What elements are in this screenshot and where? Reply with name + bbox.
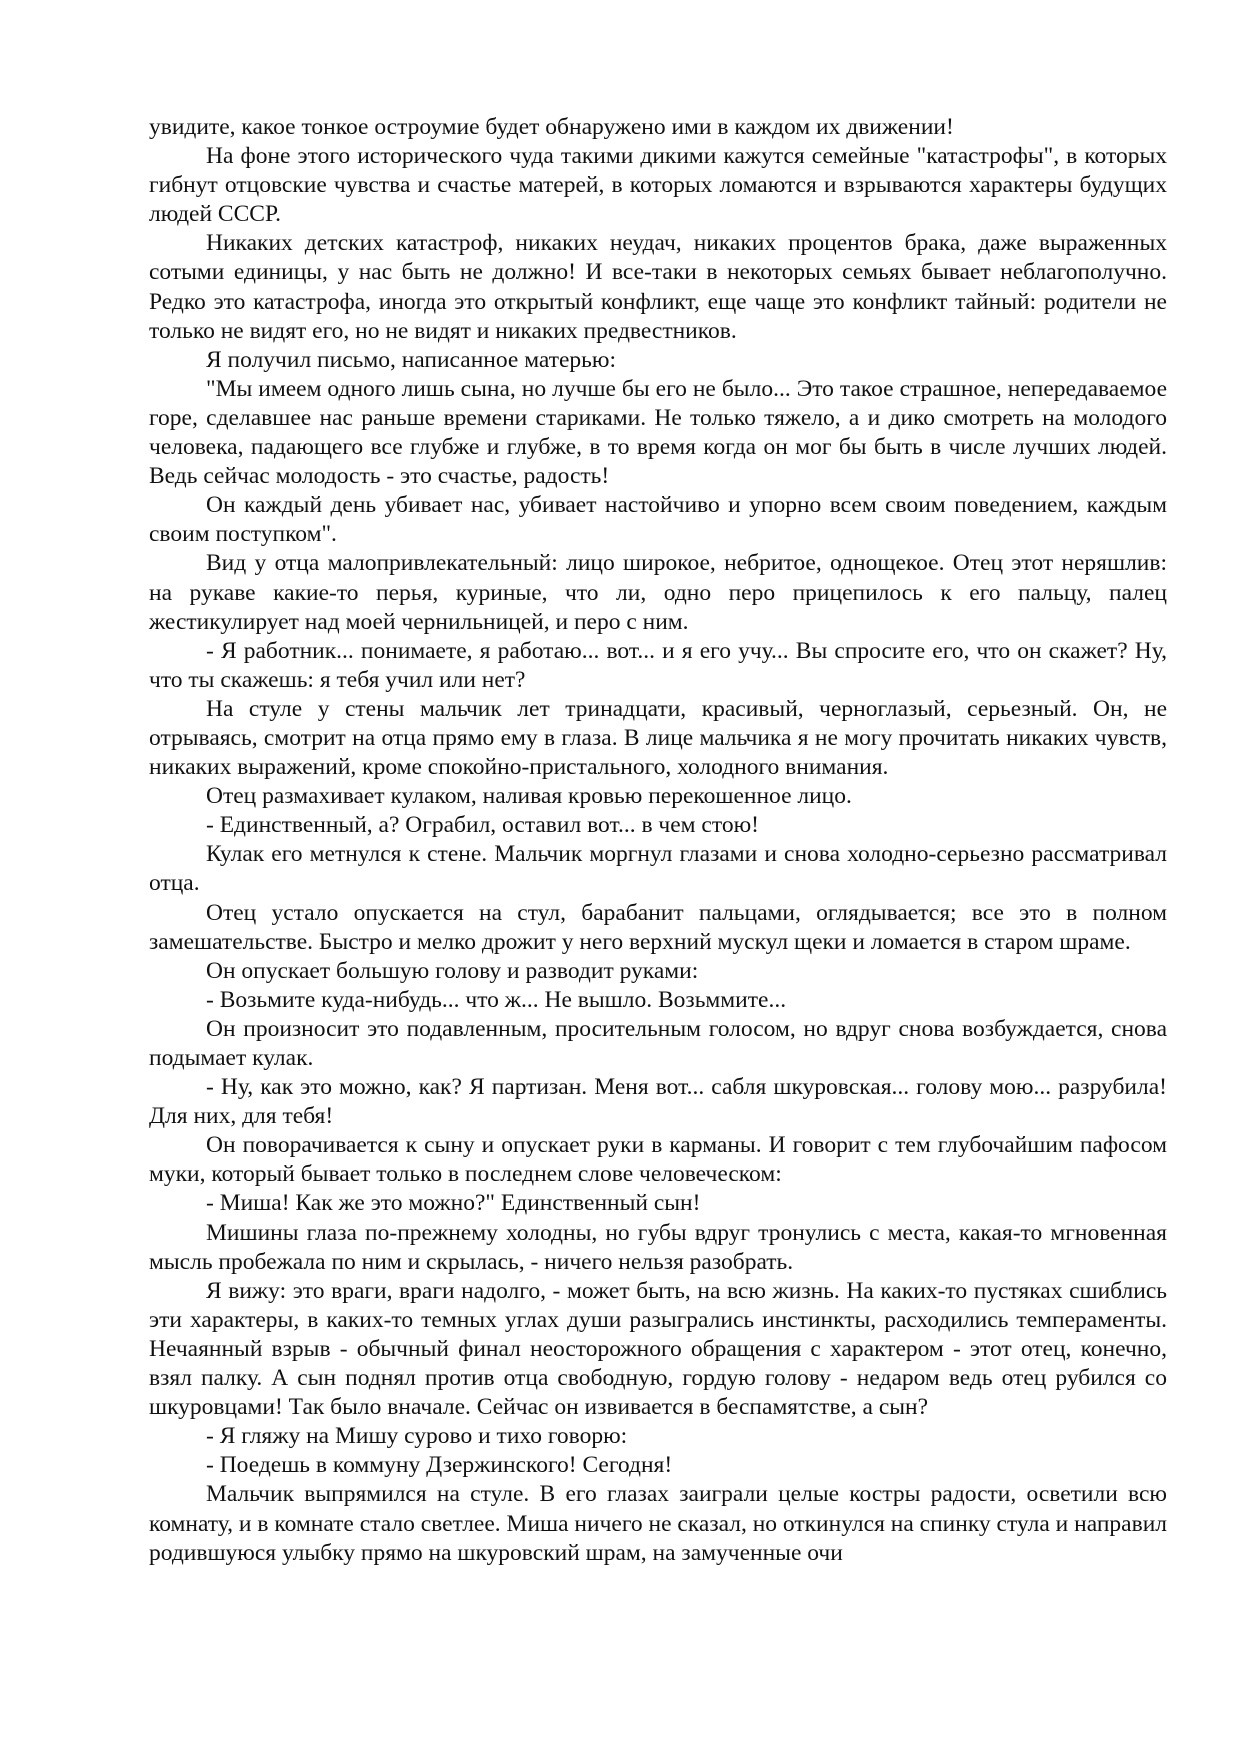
paragraph-4: Я получил письмо, написанное матерью: xyxy=(206,346,616,373)
paragraph-3: Никаких детских катастроф, никаких неудач, никаких процентов брака, даже выраженных сотыми единицы, у нас быть не должно! И все-таки в некоторых семьях бывает неблагополучно. Редко это катастрофа, иногда это открытый конфликт, еще чаще это конфликт тайный: родители не только не видят его, но не видят и никаких предвестников. xyxy=(149,230,1167,344)
paragraph-17: - Ну, как это можно, как? Я партизан. Меня вот... сабля шкуровская... голову мою... разрубила! Для них, для тебя! xyxy=(149,1074,1167,1130)
paragraph-9: На стуле у стены мальчик лет тринадцати, красивый, черноглазый, серьезный. Он, не отрываясь, смотрит на отца прямо ему в глаза. В лице мальчика я не могу прочитать никаких чувств, никаких выражений, кроме спокойно-пристального, холодного внимания. xyxy=(149,695,1167,781)
paragraph-22: - Я гляжу на Мишу сурово и тихо говорю: xyxy=(206,1423,628,1450)
paragraph-18: Он поворачивается к сыну и опускает руки в карманы. И говорит с тем глубочайшим пафосом муки, который бывает только в последнем слове человеческом: xyxy=(149,1132,1167,1188)
paragraph-19: - Миша! Как же это можно?" Единственный сын! xyxy=(206,1190,701,1217)
paragraph-7: Вид у отца малопривлекательный: лицо широкое, небритое, однощекое. Отец этот неряшлив: на рукаве какие-то перья, куриные, что ли, одно перо прицепилось к его пальцу, палец жестикулирует над моей чернильницей, и перо с ним. xyxy=(149,550,1167,635)
document-page xyxy=(149,113,1167,1568)
paragraph-11: - Единственный, а? Ограбил, оставил вот... в чем стою! xyxy=(206,812,759,839)
paragraph-6: Он каждый день убивает нас, убивает настойчиво и упорно всем своим поведением, каждым своим поступком". xyxy=(149,492,1167,548)
paragraph-13: Отец устало опускается на стул, барабанит пальцами, оглядывается; все это в полном замешательстве. Быстро и мелко дрожит у него верхний мускул щеки и ломается в старом шраме. xyxy=(149,899,1167,955)
paragraph-16: Он произносит это подавленным, просительным голосом, но вдруг снова возбуждается, снова подымает кулак. xyxy=(149,1015,1167,1071)
paragraph-23: - Поедешь в коммуну Дзержинского! Сегодня! xyxy=(206,1452,673,1479)
paragraph-21: Я вижу: это враги, враги надолго, - может быть, на всю жизнь. На каких-то пустяках сшиблись эти характеры, в каких-то темных углах души разыгрались инстинкты, расходились темпераменты. Нечаянный взрыв - обычный финал неосторожного обращения с характером - этот отец, конечно, взял палку. А сын поднял против отца свободную, гордую голову - недаром ведь отец рубился со шкуровцами! Так было вначале. Сейчас он извивается в беспамятстве, а сын? xyxy=(149,1277,1167,1421)
paragraph-10: Отец размахивает кулаком, наливая кровью перекошенное лицо. xyxy=(206,783,852,810)
paragraph-14: Он опускает большую голову и разводит руками: xyxy=(206,957,699,984)
paragraph-2: На фоне этого исторического чуда такими дикими кажутся семейные "катастрофы", в которых гибнут отцовские чувства и счастье матерей, в которых ломаются и взрываются характеры будущих людей СССР. xyxy=(149,143,1167,228)
paragraph-15: - Возьмите куда-нибудь... что ж... Не вышло. Возьммите... xyxy=(206,986,787,1013)
paragraph-20: Мишины глаза по-прежнему холодны, но губы вдруг тронулись с места, какая-то мгновенная мысль пробежала по ним и скрылась, - ничего нельзя разобрать. xyxy=(149,1219,1167,1275)
paragraph-5: "Мы имеем одного лишь сына, но лучше бы его не было... Это такое страшное, непередаваемое горе, сделавшее нас раньше времени стариками. Не только тяжело, а и дико смотреть на молодого человека, падающего все глубже и глубже, в то время когда он мог бы быть в числе лучших людей. Ведь сейчас молодость - это счастье, радость! xyxy=(149,375,1167,490)
paragraph-12: Кулак его метнулся к стене. Мальчик моргнул глазами и снова холодно-серьезно рассматривал отца. xyxy=(149,841,1167,897)
paragraph-24: Мальчик выпрямился на стуле. В его глазах заиграли целые костры радости, осветили всю комнату, и в комнате стало светлее. Миша ничего не сказал, но откинулся на спинку стула и направил родившуюся улыбку прямо на шкуровский шрам, на замученные очи xyxy=(149,1481,1167,1566)
paragraph-1: увидите, какое тонкое остроумие будет обнаружено ими в каждом их движении! xyxy=(149,114,954,140)
paragraph-8: - Я работник... понимаете, я работаю... вот... и я его учу... Вы спросите его, что он скажет? Ну, что ты скажешь: я тебя учил или нет? xyxy=(149,637,1167,693)
